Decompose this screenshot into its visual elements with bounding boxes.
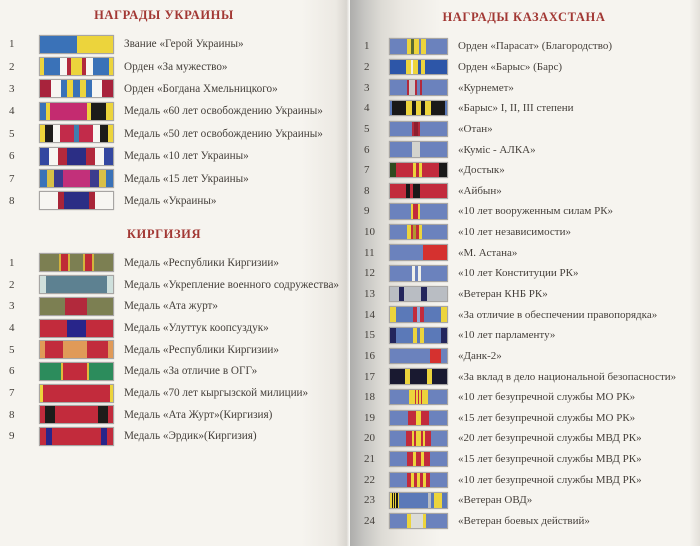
award-label: «10 лет вооруженным силам РК» bbox=[458, 205, 614, 218]
ribbon-stripe bbox=[392, 101, 406, 116]
award-number: 2 bbox=[9, 278, 15, 291]
ribbon-swatch bbox=[39, 340, 114, 359]
ribbon-stripe bbox=[429, 411, 447, 426]
award-label: Медаль «60 лет освобождению Украины» bbox=[124, 105, 323, 118]
page-right bbox=[350, 0, 700, 546]
ribbon-stripe bbox=[430, 452, 447, 467]
award-number: 9 bbox=[9, 430, 15, 443]
award-label: «Отан» bbox=[458, 122, 493, 135]
ribbon-stripe bbox=[71, 58, 83, 75]
award-row bbox=[362, 201, 700, 222]
award-number: 3 bbox=[9, 300, 15, 313]
ribbon-stripe bbox=[64, 192, 89, 209]
ribbon-stripe bbox=[100, 125, 108, 142]
ribbon-stripe bbox=[110, 385, 113, 402]
award-label: «10 лет безупречной службы МВД РК» bbox=[458, 473, 642, 486]
ribbon-stripe bbox=[44, 58, 59, 75]
ribbon-stripe bbox=[390, 184, 406, 199]
award-number: 4 bbox=[9, 322, 15, 335]
ribbon-swatch bbox=[389, 513, 448, 530]
award-number: 7 bbox=[364, 164, 370, 177]
award-label: «Ветеран КНБ РК» bbox=[458, 288, 548, 300]
award-label: «10 лет независимости» bbox=[458, 226, 571, 239]
award-number: 6 bbox=[9, 365, 15, 378]
ribbon-stripe bbox=[426, 514, 447, 529]
ribbon-swatch bbox=[389, 203, 448, 220]
award-number: 4 bbox=[364, 102, 370, 115]
ribbon-stripe bbox=[390, 431, 406, 446]
award-label: Медаль «Украины» bbox=[124, 194, 217, 207]
award-row bbox=[362, 325, 700, 346]
ribbon-stripe bbox=[390, 225, 407, 240]
award-row bbox=[362, 408, 700, 429]
ribbon-swatch bbox=[39, 275, 114, 294]
ribbon-stripe bbox=[420, 204, 447, 219]
award-number: 1 bbox=[9, 256, 15, 269]
award-number: 5 bbox=[9, 127, 15, 140]
award-row bbox=[362, 490, 700, 511]
award-row bbox=[6, 100, 350, 122]
ribbon-stripe bbox=[439, 163, 447, 178]
ribbon-stripe bbox=[431, 101, 445, 116]
award-label: Медаль «50 лет освобождению Украины» bbox=[124, 127, 323, 140]
award-row bbox=[6, 361, 350, 383]
ribbon-stripe bbox=[61, 254, 68, 271]
award-number: 24 bbox=[364, 515, 375, 528]
ribbon-swatch bbox=[39, 35, 114, 54]
ribbon-stripe bbox=[104, 148, 113, 165]
ribbon-stripe bbox=[420, 184, 447, 199]
ribbon-stripe bbox=[108, 341, 113, 358]
award-label: «За вклад в дело национальной безопасности» bbox=[458, 370, 677, 383]
ribbon-stripe bbox=[399, 493, 428, 508]
award-number: 21 bbox=[364, 453, 375, 466]
ribbon-stripe bbox=[45, 341, 63, 358]
award-row bbox=[6, 317, 350, 339]
ribbon-stripe bbox=[445, 101, 447, 116]
page-left-content bbox=[6, 8, 350, 447]
ribbon-stripe bbox=[427, 287, 447, 302]
ribbon-stripe bbox=[390, 142, 412, 157]
ribbon-stripe bbox=[40, 363, 61, 380]
award-label: Медаль «10 лет Украины» bbox=[124, 150, 249, 163]
ribbon-stripe bbox=[390, 204, 411, 219]
ribbon-stripe bbox=[98, 406, 107, 423]
ribbon-stripe bbox=[40, 320, 67, 337]
ribbon-stripe bbox=[95, 148, 104, 165]
award-label: «М. Астана» bbox=[458, 246, 518, 259]
award-row bbox=[6, 296, 350, 318]
award-label: «За отличие в обеспечении правопорядка» bbox=[458, 308, 658, 321]
award-row bbox=[6, 382, 350, 404]
award-number: 4 bbox=[9, 105, 15, 118]
ribbon-stripe bbox=[404, 287, 421, 302]
ribbon-stripe bbox=[396, 163, 413, 178]
award-row bbox=[362, 366, 700, 387]
ribbon-stripe bbox=[441, 328, 447, 343]
ribbon-stripe bbox=[430, 349, 441, 364]
award-number: 9 bbox=[364, 205, 370, 218]
ribbon-stripe bbox=[106, 170, 113, 187]
ribbon-stripe bbox=[107, 428, 113, 445]
award-label: «15 лет безупречной службы МВД РК» bbox=[458, 453, 642, 466]
ribbon-swatch bbox=[39, 297, 114, 316]
ribbon-stripe bbox=[390, 514, 407, 529]
page-right-content bbox=[362, 10, 700, 531]
ribbon-stripe bbox=[58, 148, 67, 165]
ribbon-stripe bbox=[40, 36, 77, 53]
award-row bbox=[6, 55, 350, 77]
award-number: 17 bbox=[364, 370, 375, 383]
award-label: «Курнемет» bbox=[458, 81, 514, 94]
award-number: 3 bbox=[364, 81, 370, 94]
ribbon-swatch bbox=[389, 368, 448, 385]
award-row bbox=[6, 123, 350, 145]
ribbon-swatch bbox=[389, 430, 448, 447]
ribbon-stripe bbox=[86, 320, 113, 337]
ribbon-stripe bbox=[441, 307, 447, 322]
award-label: Медаль «Ата Журт»(Киргизия) bbox=[124, 408, 273, 421]
ribbon-stripe bbox=[390, 39, 407, 54]
ribbon-swatch bbox=[389, 451, 448, 468]
ribbon-stripe bbox=[43, 385, 110, 402]
award-label: «15 лет безупречной службы МО РК» bbox=[458, 411, 636, 424]
ribbon-swatch bbox=[389, 348, 448, 365]
ribbon-swatch bbox=[389, 121, 448, 138]
award-row bbox=[362, 222, 700, 243]
award-label: «20 лет безупречной службы МВД РК» bbox=[458, 432, 642, 445]
award-number: 8 bbox=[364, 184, 370, 197]
ribbon-swatch bbox=[389, 141, 448, 158]
award-row bbox=[362, 387, 700, 408]
award-number: 5 bbox=[364, 122, 370, 135]
ribbon-stripe bbox=[87, 341, 108, 358]
ribbon-swatch bbox=[39, 169, 114, 188]
ribbon-stripe bbox=[70, 254, 83, 271]
award-row bbox=[6, 33, 350, 55]
ribbon-stripe bbox=[420, 122, 447, 137]
ribbon-stripe bbox=[67, 148, 86, 165]
ribbon-swatch bbox=[389, 410, 448, 427]
award-number: 15 bbox=[364, 329, 375, 342]
award-number: 1 bbox=[9, 38, 15, 51]
ribbon-stripe bbox=[390, 60, 406, 75]
award-row bbox=[362, 304, 700, 325]
award-row bbox=[6, 190, 350, 212]
ribbon-stripe bbox=[60, 125, 75, 142]
ribbon-stripe bbox=[55, 406, 99, 423]
ribbon-stripe bbox=[63, 170, 91, 187]
ribbon-swatch bbox=[389, 38, 448, 55]
ribbon-swatch bbox=[39, 384, 114, 403]
award-label: «Айбын» bbox=[458, 184, 502, 197]
award-label: «Ветеран ОВД» bbox=[458, 494, 533, 507]
award-row bbox=[362, 469, 700, 490]
award-label: «Данк-2» bbox=[458, 349, 502, 362]
ribbon-swatch bbox=[389, 183, 448, 200]
award-row bbox=[6, 78, 350, 100]
award-row bbox=[362, 77, 700, 98]
ribbon-swatch bbox=[389, 389, 448, 406]
ribbon-stripe bbox=[95, 192, 113, 209]
ribbon-stripe bbox=[108, 406, 113, 423]
ribbon-swatch bbox=[389, 492, 448, 509]
award-label: Орден «Барыс» (Барс) bbox=[458, 60, 563, 73]
ribbon-stripe bbox=[390, 80, 407, 95]
ribbon-stripe bbox=[425, 60, 447, 75]
ribbon-swatch bbox=[39, 427, 114, 446]
ribbon-stripe bbox=[89, 363, 113, 380]
award-number: 22 bbox=[364, 473, 375, 486]
ribbon-stripe bbox=[423, 245, 447, 260]
ribbon-swatch bbox=[389, 59, 448, 76]
ribbon-stripe bbox=[40, 80, 51, 97]
ribbon-stripe bbox=[49, 148, 58, 165]
ribbon-swatch bbox=[389, 244, 448, 261]
award-label: Орден «Богдана Хмельницкого» bbox=[124, 82, 278, 95]
award-number: 6 bbox=[9, 150, 15, 163]
award-number: 6 bbox=[364, 143, 370, 156]
award-label: Медаль «70 лет кыргызской милиции» bbox=[124, 387, 309, 400]
ribbon-swatch bbox=[39, 362, 114, 381]
ribbon-stripe bbox=[50, 103, 88, 120]
award-number: 7 bbox=[9, 172, 15, 185]
award-number: 11 bbox=[364, 246, 375, 259]
ribbon-stripe bbox=[421, 266, 447, 281]
ribbon-stripe bbox=[65, 298, 88, 315]
ribbon-swatch bbox=[389, 472, 448, 489]
award-row bbox=[6, 167, 350, 189]
award-row bbox=[362, 57, 700, 78]
ribbon-stripe bbox=[424, 307, 440, 322]
ribbon-swatch bbox=[389, 327, 448, 344]
award-row bbox=[6, 145, 350, 167]
award-number: 13 bbox=[364, 288, 375, 300]
ribbon-swatch bbox=[39, 102, 114, 121]
ribbon-stripe bbox=[390, 473, 407, 488]
award-row bbox=[362, 242, 700, 263]
ribbon-swatch bbox=[389, 265, 448, 282]
award-number: 5 bbox=[9, 343, 15, 356]
award-row bbox=[362, 346, 700, 367]
award-row bbox=[6, 252, 350, 274]
ribbon-stripe bbox=[77, 36, 114, 53]
ribbon-swatch bbox=[39, 124, 114, 143]
ribbon-stripe bbox=[90, 170, 99, 187]
ribbon-stripe bbox=[424, 328, 440, 343]
ribbon-swatch bbox=[389, 286, 448, 303]
award-row bbox=[6, 274, 350, 296]
award-label: Звание «Герой Украины» bbox=[124, 38, 244, 51]
ribbon-swatch bbox=[39, 319, 114, 338]
award-row bbox=[362, 449, 700, 470]
award-label: «10 лет Конституции РК» bbox=[458, 267, 579, 280]
ribbon-swatch bbox=[39, 79, 114, 98]
award-label: Орден «За мужество» bbox=[124, 60, 228, 73]
award-number: 18 bbox=[364, 391, 375, 404]
ribbon-stripe bbox=[430, 473, 447, 488]
award-label: «10 лет безупречной службы МО РК» bbox=[458, 391, 636, 404]
ribbon-stripe bbox=[390, 287, 399, 302]
ribbon-stripe bbox=[106, 103, 113, 120]
award-row bbox=[6, 404, 350, 426]
award-number: 3 bbox=[9, 82, 15, 95]
ribbon-swatch bbox=[389, 162, 448, 179]
section-title: НАГРАДЫ КАЗАХСТАНА bbox=[442, 10, 606, 24]
ribbon-stripe bbox=[94, 254, 113, 271]
ribbon-swatch bbox=[39, 191, 114, 210]
ribbon-stripe bbox=[426, 39, 447, 54]
ribbon-stripe bbox=[79, 125, 94, 142]
award-number: 20 bbox=[364, 432, 375, 445]
ribbon-stripe bbox=[422, 80, 447, 95]
award-label: Медаль «За отличие в ОГГ» bbox=[124, 365, 258, 378]
award-row bbox=[362, 160, 700, 181]
award-label: Медаль «Ата журт» bbox=[124, 300, 219, 313]
ribbon-stripe bbox=[413, 184, 420, 199]
ribbon-stripe bbox=[396, 328, 412, 343]
ribbon-stripe bbox=[46, 276, 107, 293]
ribbon-stripe bbox=[412, 142, 421, 157]
ribbon-stripe bbox=[107, 276, 113, 293]
ribbon-stripe bbox=[40, 254, 59, 271]
award-label: «Барыс» I, II, III степени bbox=[458, 102, 574, 115]
award-number: 14 bbox=[364, 308, 375, 321]
ribbon-swatch bbox=[389, 224, 448, 241]
section-ukraine bbox=[6, 8, 350, 212]
ribbon-stripe bbox=[93, 58, 108, 75]
ribbon-swatch bbox=[39, 57, 114, 76]
section-kazakhstan bbox=[362, 10, 700, 531]
award-row bbox=[362, 119, 700, 140]
award-label: Медаль «Укрепление военного содружества» bbox=[124, 278, 340, 291]
award-row bbox=[6, 426, 350, 448]
ribbon-stripe bbox=[86, 148, 95, 165]
ribbon-stripe bbox=[40, 192, 58, 209]
ribbon-swatch bbox=[39, 253, 114, 272]
award-number: 16 bbox=[364, 349, 375, 362]
ribbon-stripe bbox=[40, 298, 65, 315]
ribbon-stripe bbox=[421, 411, 429, 426]
ribbon-stripe bbox=[410, 369, 427, 384]
award-row bbox=[362, 511, 700, 532]
ribbon-stripe bbox=[45, 125, 53, 142]
award-row bbox=[362, 428, 700, 449]
award-label: «Куміс - АЛКА» bbox=[458, 143, 536, 156]
ribbon-stripe bbox=[441, 349, 447, 364]
award-number: 23 bbox=[364, 494, 375, 507]
award-row bbox=[362, 180, 700, 201]
ribbon-stripe bbox=[411, 514, 424, 529]
award-label: Медаль «Республики Киргизии» bbox=[124, 343, 279, 356]
ribbon-swatch bbox=[39, 405, 114, 424]
award-number: 2 bbox=[364, 60, 370, 73]
award-row bbox=[362, 284, 700, 305]
award-label: Медаль «Эрдик»(Киргизия) bbox=[124, 430, 257, 443]
ribbon-stripe bbox=[52, 428, 100, 445]
ribbon-stripe bbox=[45, 406, 54, 423]
ribbon-stripe bbox=[40, 148, 49, 165]
award-row bbox=[362, 36, 700, 57]
award-label: «Достык» bbox=[458, 164, 505, 177]
award-number: 12 bbox=[364, 267, 375, 280]
award-label: Орден «Парасат» (Благородство) bbox=[458, 40, 612, 53]
ribbon-stripe bbox=[109, 58, 113, 75]
ribbon-stripe bbox=[390, 452, 407, 467]
ribbon-stripe bbox=[420, 142, 447, 157]
award-label: Медаль «15 лет Украины» bbox=[124, 172, 249, 185]
ribbon-stripe bbox=[390, 266, 412, 281]
award-number: 8 bbox=[9, 408, 15, 421]
award-label: «Ветеран боевых действий» bbox=[458, 515, 590, 528]
section-title: НАГРАДЫ УКРАИНЫ bbox=[94, 8, 234, 22]
ribbon-stripe bbox=[422, 163, 439, 178]
ribbon-stripe bbox=[390, 390, 409, 405]
ribbon-stripe bbox=[51, 80, 61, 97]
ribbon-stripe bbox=[91, 103, 106, 120]
ribbon-swatch bbox=[39, 147, 114, 166]
award-row bbox=[362, 139, 700, 160]
award-number: 1 bbox=[364, 40, 370, 53]
ribbon-stripe bbox=[390, 369, 405, 384]
award-number: 7 bbox=[9, 387, 15, 400]
ribbon-stripe bbox=[390, 349, 430, 364]
section-kyrgyzstan bbox=[6, 227, 350, 447]
ribbon-stripe bbox=[390, 245, 423, 260]
ribbon-stripe bbox=[63, 363, 86, 380]
ribbon-stripe bbox=[390, 411, 408, 426]
ribbon-stripe bbox=[108, 125, 113, 142]
ribbon-stripe bbox=[428, 390, 447, 405]
ribbon-stripe bbox=[85, 254, 92, 271]
ribbon-stripe bbox=[102, 80, 113, 97]
ribbon-stripe bbox=[86, 58, 93, 75]
ribbon-stripe bbox=[432, 369, 447, 384]
award-number: 8 bbox=[9, 194, 15, 207]
ribbon-stripe bbox=[40, 170, 47, 187]
ribbon-stripe bbox=[422, 225, 447, 240]
ribbon-stripe bbox=[92, 80, 102, 97]
ribbon-stripe bbox=[60, 58, 67, 75]
award-row bbox=[6, 339, 350, 361]
ribbon-stripe bbox=[87, 298, 113, 315]
ribbon-stripe bbox=[67, 320, 86, 337]
award-label: Медаль «Республики Киргизии» bbox=[124, 256, 279, 269]
award-label: «10 лет парламенту» bbox=[458, 329, 556, 342]
ribbon-stripe bbox=[54, 170, 63, 187]
award-number: 10 bbox=[364, 226, 375, 239]
ribbon-swatch bbox=[389, 100, 448, 117]
ribbon-stripe bbox=[442, 493, 447, 508]
award-number: 2 bbox=[9, 60, 15, 73]
award-number: 19 bbox=[364, 411, 375, 424]
ribbon-stripe bbox=[431, 431, 447, 446]
ribbon-swatch bbox=[389, 306, 448, 323]
ribbon-swatch bbox=[389, 79, 448, 96]
ribbon-stripe bbox=[390, 122, 412, 137]
ribbon-stripe bbox=[408, 411, 416, 426]
ribbon-stripe bbox=[434, 493, 443, 508]
award-row bbox=[362, 98, 700, 119]
ribbon-stripe bbox=[63, 341, 86, 358]
award-label: Медаль «Улуттук коопсуздук» bbox=[124, 322, 269, 335]
section-title: КИРГИЗИЯ bbox=[126, 227, 202, 242]
award-row bbox=[362, 263, 700, 284]
ribbon-stripe bbox=[396, 307, 412, 322]
